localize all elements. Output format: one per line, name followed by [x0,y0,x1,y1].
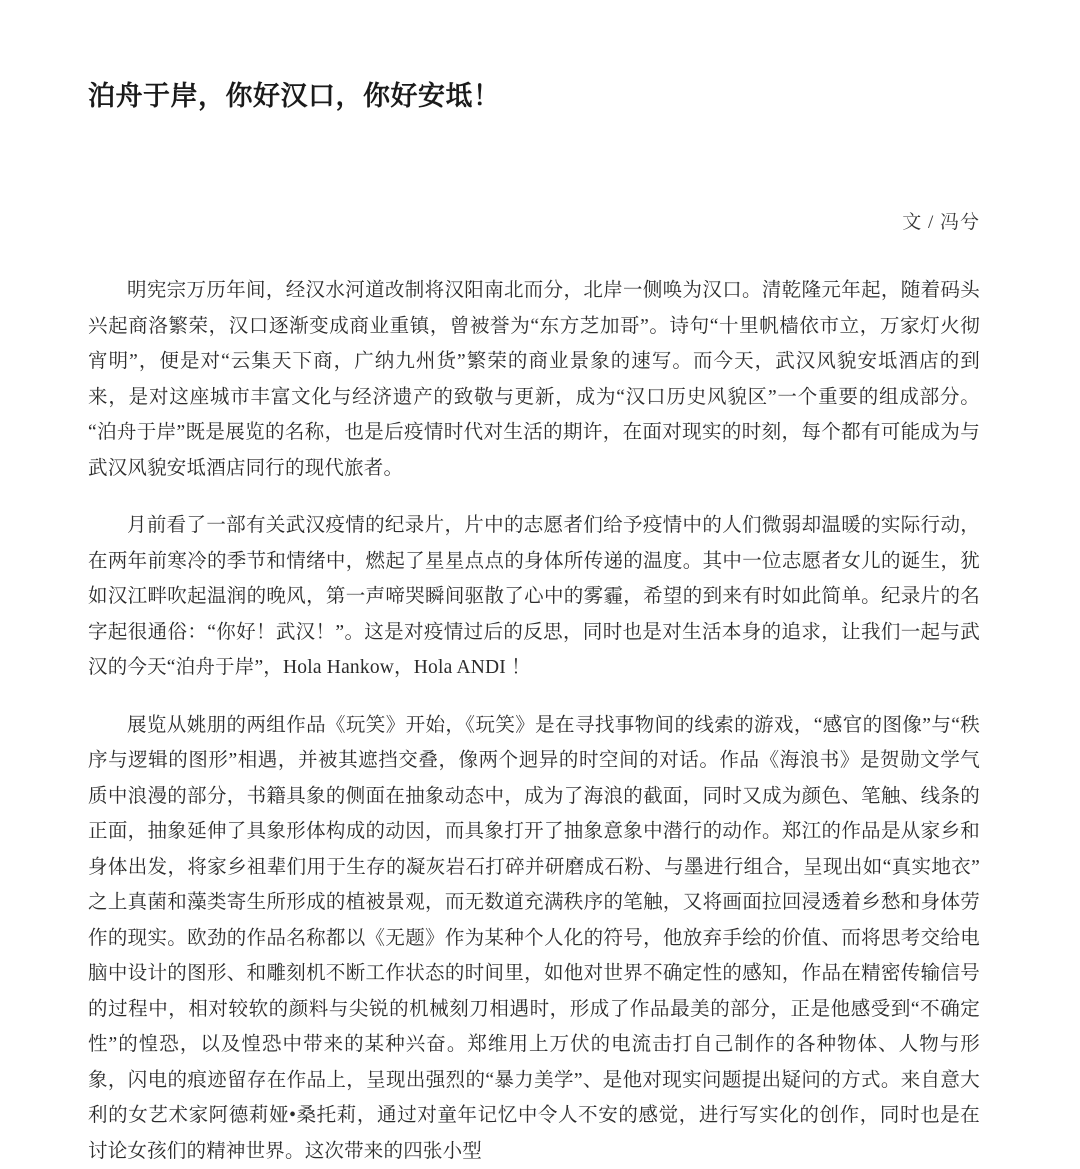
paragraph-3: 展览从姚朋的两组作品《玩笑》开始，《玩笑》是在寻找事物间的线索的游戏，“感官的图像”与“秩序与逻辑的图形”相遇，并被其遮挡交叠，像两个迥异的时空间的对话。作品《海浪书》是贺勋文学气质中浪漫的部分，书籍具象的侧面在抽象动态中，成为了海浪的截面，同时又成为颜色、笔触、线条的正面，抽象延伸了具象形体构成的动因，而具象打开了抽象意象中潜行的动作。郑江的作品是从家乡和身体出发，将家乡祖辈们用于生存的凝灰岩石打碎并研磨成石粉、与墨进行组合，呈现出如“真实地衣”之上真菌和藻类寄生所形成的植被景观，而无数道充满秩序的笔触，又将画面拉回浸透着乡愁和身体劳作的现实。欧劲的作品名称都以《无题》作为某种个人化的符号，他放弃手绘的价值、而将思考交给电脑中设计的图形、和雕刻机不断工作状态的时间里，如他对世界不确定性的感知，作品在精密传输信号的过程中，相对较软的颜料与尖锐的机械刻刀相遇时，形成了作品最美的部分，正是他感受到“不确定性”的惶恐，以及惶恐中带来的某种兴奋。郑维用上万伏的电流击打自己制作的各种物体、人物与形象，闪电的痕迹留存在作品上，呈现出强烈的“暴力美学”、是他对现实问题提出疑问的方式。来自意大利的女艺术家阿德莉娅•桑托莉，通过对童年记忆中令人不安的感觉，进行写实化的创作，同时也是在讨论女孩们的精神世界。这次带来的四张小型 [88,714,980,1162]
document-content-column [88,0,980,1169]
article-body [88,237,980,1169]
paragraph-1: 明宪宗万历年间，经汉水河道改制将汉阳南北而分，北岸一侧唤为汉口。清乾隆元年起，随着码头兴起商洛繁荣，汉口逐渐变成商业重镇，曾被誉为“东方芝加哥”。诗句“十里帆樯依市立，万家灯火彻宵明”，便是对“云集天下商，广纳九州货”繁荣的商业景象的速写。而今天，武汉风貌安坻酒店的到来，是对这座城市丰富文化与经济遗产的致敬与更新，成为“汉口历史风貌区”一个重要的组成部分。“泊舟于岸”既是展览的名称，也是后疫情时代对生活的期许，在面对现实的时刻，每个都有可能成为与武汉风貌安坻酒店同行的现代旅者。 [88,280,980,479]
author-byline: 文 / 冯兮 [902,212,980,234]
paragraph-2: 月前看了一部有关武汉疫情的纪录片，片中的志愿者们给予疫情中的人们微弱却温暖的实际行动，在两年前寒冷的季节和情绪中，燃起了星星点点的身体所传递的温度。其中一位志愿者女儿的诞生，犹如汉江畔吹起温润的晚风，第一声啼哭瞬间驱散了心中的雾霾，希望的到来有时如此简单。纪录片的名字起很通俗：“你好！武汉！”。这是对疫情过后的反思，同时也是对生活本身的追求，让我们一起与武汉的今天“泊舟于岸”，Hola Hankow，Hola ANDI ！ [88,515,980,679]
page-title: 泊舟于岸，你好汉口，你好安坻！ [88,81,501,111]
